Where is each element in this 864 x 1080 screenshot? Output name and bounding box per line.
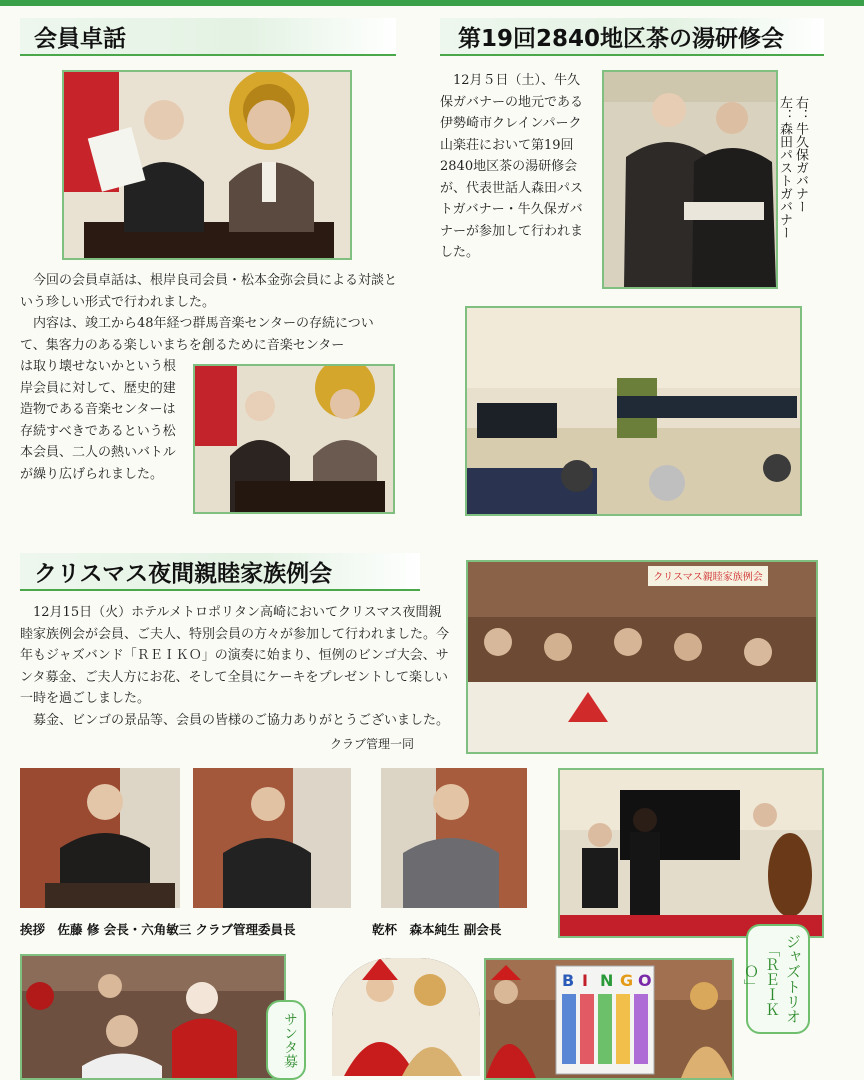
photo-christmas-party-tables <box>466 560 818 754</box>
caption-toast: 乾杯 森本純生 副会長 <box>372 922 502 937</box>
section-title-tea-ceremony: 第19回2840地区茶の湯研修会 <box>458 26 785 52</box>
bingo-letter-g: G <box>620 971 634 990</box>
christmas-paragraph-2: 募金、ビンゴの景品等、会員の皆様のご協力ありがとうございました。 <box>33 713 450 728</box>
bingo-letter-b: B <box>562 971 575 990</box>
member-talk-paragraph-1: 今回の会員卓話は、根岸良司会員・松本金弥会員による対談という珍しい形式で行われました。 <box>20 273 398 310</box>
photo-greeting-president <box>20 768 180 908</box>
bingo-letter-n: N <box>600 971 614 990</box>
photo-member-talk-main <box>62 70 352 260</box>
caption-right-governor: 右：牛久保ガバナー <box>793 96 808 213</box>
photo-santa-and-lion <box>332 958 480 1076</box>
christmas-signature: クラブ管理一同 <box>330 737 415 751</box>
photo-bingo <box>484 958 734 1080</box>
photo-santa-donation <box>20 954 286 1080</box>
caption-left-governor: 左：森田パストガバナー <box>777 96 792 239</box>
christmas-paragraph-1: 12月15日（火）ホテルメトロポリタン高崎においてクリスマス夜間親睦家族例会が会員、ご夫人、特別会員の方々が参加して行われました。今年もジャズバンド「ＲＥＩＫＯ」の演奏に始まり、恒例のビンゴ大会、サンタ募金、ご夫人方にお花、そして全員にケーキをプレゼントして楽しい一時を過ごしました。 <box>20 605 450 706</box>
member-talk-paragraph-2-intro: 内容は、竣工から48年経つ群馬音楽センターの存続について、集客力のある楽しいまちを創るために音楽センター <box>20 316 374 353</box>
section-banner-member-talk <box>20 18 396 56</box>
bingo-letter-i: I <box>582 971 588 990</box>
section-banner-tea-ceremony <box>440 18 824 56</box>
caption-greeting: 挨拶 佐藤 修 会長・六角敏三 クラブ管理委員長 <box>20 922 296 937</box>
photo-greeting-committee-chair <box>193 768 351 908</box>
bingo-letter-o: O <box>638 971 652 990</box>
top-rule <box>0 0 864 6</box>
section-banner-christmas <box>20 553 420 591</box>
section-title-member-talk: 会員卓話 <box>34 26 126 52</box>
jazz-trio-label: ジャズトリオ「ＲＥＩＫＯ」 <box>746 924 810 1034</box>
photo-jazz-trio <box>558 768 824 938</box>
photo-governors <box>602 70 778 289</box>
christmas-banner-sign: クリスマス親睦家族例会 <box>653 572 763 583</box>
photo-member-talk-second <box>193 364 395 514</box>
photo-tea-ceremony-hall <box>465 306 802 516</box>
photo-toast-vice-president <box>381 768 527 908</box>
santa-donation-label: サンタ募 <box>266 1000 306 1080</box>
tea-ceremony-paragraph: 12月５日（土）、牛久保ガバナーの地元である伊勢崎市クレインパーク山楽荘において第19回2840地区茶の湯研修会が、代表世話人森田パストガバナー・牛久保ガバナーが参加して行われました。 <box>440 73 584 260</box>
member-talk-paragraph-2-rest: は取り壊せないかという根岸会員に対して、歴史的建造物である音楽センターは存続すべきであるという松本会員、二人の熱いバトルが繰り広げられました。 <box>20 359 177 482</box>
section-title-christmas: クリスマス夜間親睦家族例会 <box>34 561 333 587</box>
